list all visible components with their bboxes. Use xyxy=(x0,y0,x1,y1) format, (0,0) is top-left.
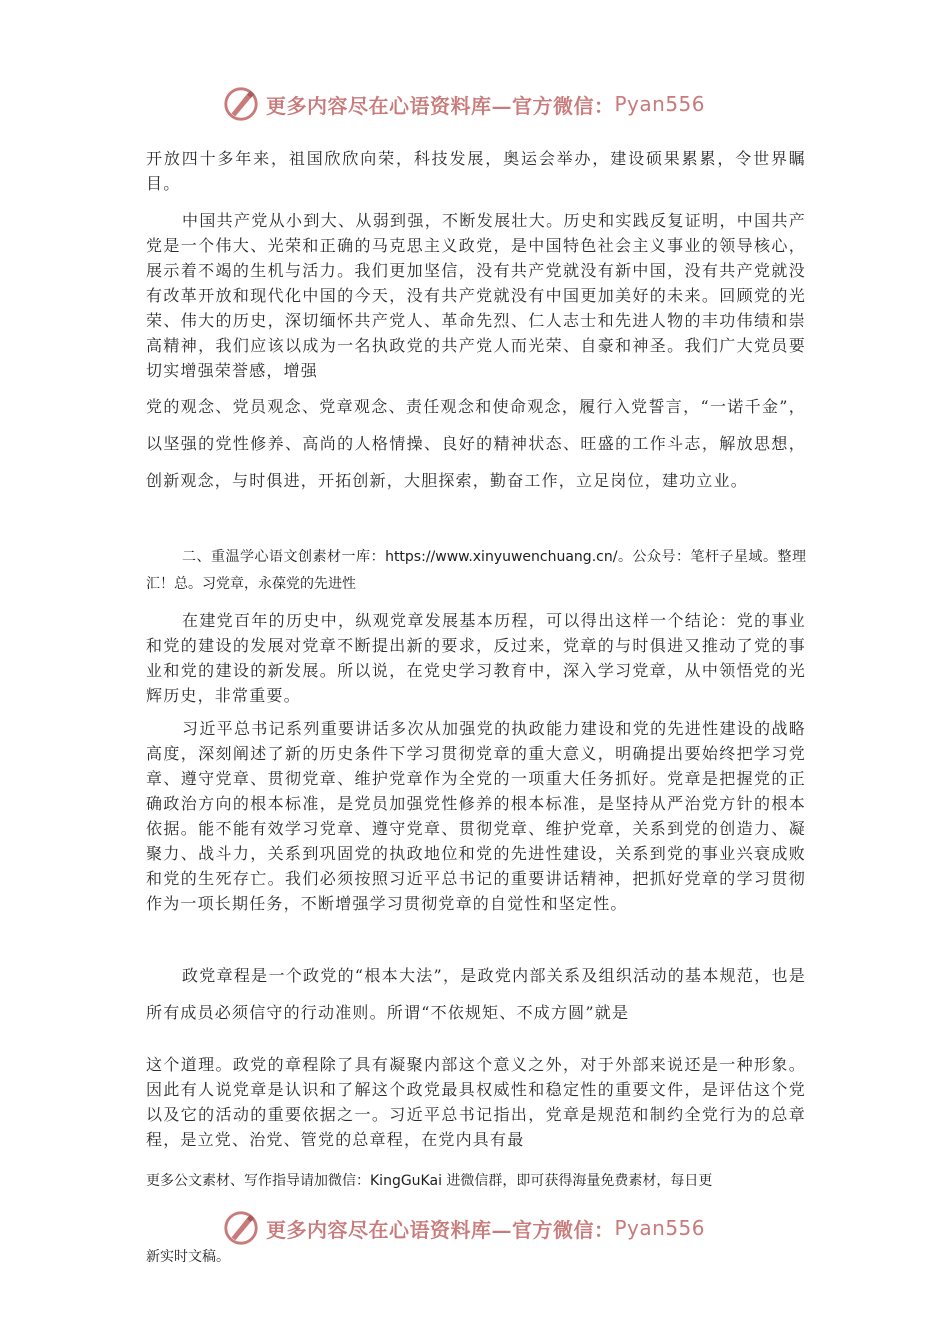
paragraph-2a: 中国共产党从小到大、从弱到强，不断发展壮大。历史和实践反复证明，中国共产党是一个伟大、光荣和正确的马克思主义政党，是中国特色社会主义事业的领导核心，展示着不竭的生机与活力。我们更加坚信，没有共产党就没有新中国，没有共产党就没有改革开放和现代化中国的今天，没有共产党就没有中国更加美好的未来。回顾党的光荣、伟大的历史，深切缅怀共产党人、革命先烈、仁人志士和先进人物的丰功伟绩和崇高精神，我们应该以成为一名执政党的共产党人而光荣、自豪和神圣。我们广大党员要切实增强荣誉感，增强 xyxy=(146,211,806,380)
pen-logo-icon xyxy=(222,85,260,123)
footer-notice-line-2: 新实时文稿。 xyxy=(146,1249,230,1265)
header-banner xyxy=(222,84,705,124)
banner-wechat-id: Pyan556 xyxy=(614,1216,706,1240)
paragraph-5b: 这个道理。政党的章程除了具有凝聚内部这个意义之外，对于外部来说还是一种形象。因此有人说党章是认识和了解这个政党最具权威性和稳定性的重要文件，是评估这个党以及它的活动的重要依据之一。习近平总书记指出，党章是规范和制约全党行为的总章程，是立党、治党、管党的总章程，在党内具有最 xyxy=(146,1055,806,1149)
section-heading: 二、重温学心语文创素材一库：https://www.xinyuwenchuang.cn/。公众号：笔杆子星域。整理汇！总。习党章，永葆党的先进性 xyxy=(146,549,806,592)
paragraph-1: 开放四十多年来，祖国欣欣向荣，科技发展，奥运会举办，建设硕果累累，令世界瞩目。 xyxy=(146,149,806,193)
banner-wechat-id: Pyan556 xyxy=(614,92,706,116)
banner-text: 更多内容尽在心语资料库—官方微信： xyxy=(266,1217,615,1242)
footer-notice-line-1: 更多公文素材、写作指导请加微信：KingGuKai 进微信群，即可获得海量免费素材，每日更 xyxy=(146,1173,713,1189)
paragraph-2b: 党的观念、党员观念、党章观念、责任观念和使命观念，履行入党誓言，“一诺千金”，以坚强的党性修养、高尚的人格情操、良好的精神状态、旺盛的工作斗志，解放思想，创新观念，与时俱进，开拓创新，大胆探索，勤奋工作，立足岗位，建功立业。 xyxy=(146,397,806,490)
footer-banner xyxy=(222,1208,705,1248)
paragraph-3: 在建党百年的历史中，纵观党章发展基本历程，可以得出这样一个结论：党的事业和党的建设的发展对党章不断提出新的要求，反过来，党章的与时俱进又推动了党的事业和党的建设的新发展。所以说，在党史学习教育中，深入学习党章，从中领悟党的光辉历史，非常重要。 xyxy=(146,611,806,705)
paragraph-4: 习近平总书记系列重要讲话多次从加强党的执政能力建设和党的先进性建设的战略高度，深刻阐述了新的历史条件下学习贯彻党章的重大意义，明确提出要始终把学习党章、遵守党章、贯彻党章、维护党章作为全党的一项重大任务抓好。党章是把握党的正确政治方向的根本标准，是党员加强党性修养的根本标准，是坚持从严治党方针的根本依据。能不能有效学习党章、遵守党章、贯彻党章、维护党章，关系到党的创造力、凝聚力、战斗力，关系到巩固党的执政地位和党的先进性建设，关系到党的事业兴衰成败和党的生死存亡。我们必须按照习近平总书记的重要讲话精神，把抓好党章的学习贯彻作为一项长期任务，不断增强学习贯彻党章的自觉性和坚定性。 xyxy=(146,719,806,913)
banner-text: 更多内容尽在心语资料库—官方微信： xyxy=(266,93,615,118)
paragraph-5a: 政党章程是一个政党的“根本大法”，是政党内部关系及组织活动的基本规范，也是所有成员必须信守的行动准则。所谓“不依规矩、不成方圆”就是 xyxy=(146,966,806,1022)
pen-logo-icon xyxy=(222,1209,260,1247)
